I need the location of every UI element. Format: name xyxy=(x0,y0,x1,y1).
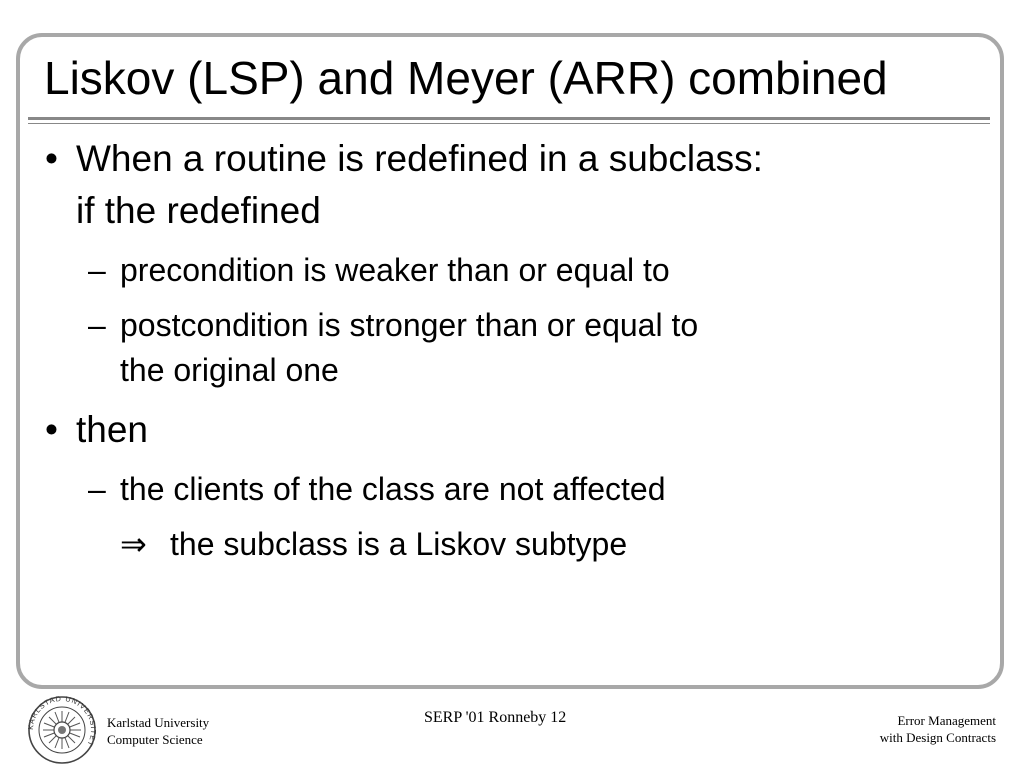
footer-topic-line1: Error Management xyxy=(897,713,996,728)
slide-title: Liskov (LSP) and Meyer (ARR) combined xyxy=(44,52,888,104)
implication-text: the subclass is a Liskov subtype xyxy=(170,526,628,562)
title-divider-thin xyxy=(28,123,990,124)
footer-topic-line2: with Design Contracts xyxy=(879,730,996,745)
sub-bullet-dash: – xyxy=(88,307,106,343)
footer-department: Computer Science xyxy=(107,732,203,747)
sub-bullet-text: precondition is weaker than or equal to xyxy=(120,252,670,288)
bullet-text: if the redefined xyxy=(76,190,321,231)
sub-bullet-dash: – xyxy=(88,471,106,507)
bullet-text: When a routine is redefined in a subclass: xyxy=(76,138,763,179)
footer-center: SERP '01 Ronneby 12 xyxy=(424,709,567,726)
university-seal-logo xyxy=(22,695,102,765)
sub-bullet-text: the original one xyxy=(120,352,339,388)
title-divider xyxy=(28,117,990,120)
bullet-text: then xyxy=(76,409,149,450)
footer-left xyxy=(107,714,209,748)
implication-line xyxy=(120,522,627,566)
bullet-dot: • xyxy=(45,138,58,179)
implies-arrow-icon: ⇒ xyxy=(120,526,147,562)
sub-bullet-text: postcondition is stronger than or equal to xyxy=(120,307,699,343)
bullet-dot: • xyxy=(45,409,58,450)
sub-bullet-dash: – xyxy=(88,252,106,288)
footer-institution: Karlstad University xyxy=(107,715,210,730)
sub-bullet-text: the clients of the class are not affected xyxy=(120,471,666,507)
seal-lettering: KARLSTAD UNIVERSITET xyxy=(25,695,99,749)
footer-right xyxy=(880,712,996,746)
